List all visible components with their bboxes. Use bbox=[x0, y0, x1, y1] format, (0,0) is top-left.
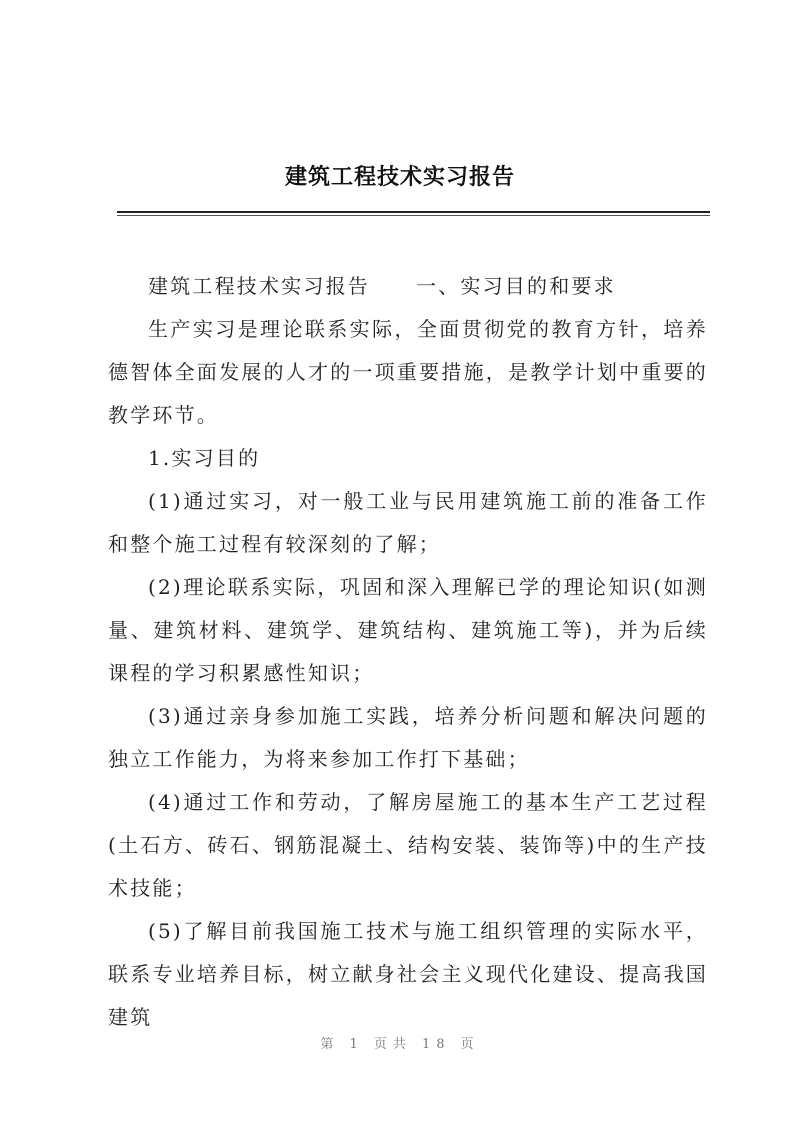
list-item-2: (2)理论联系实际，巩固和深入理解已学的理论知识(如测量、建筑材料、建筑学、建筑结构、建筑施工等)，并为后续课程的学习积累感性知识； bbox=[108, 575, 708, 685]
list-item-3: (3)通过亲身参加施工实践，培养分析问题和解决问题的独立工作能力，为将来参加工作打下基础； bbox=[108, 704, 708, 771]
list-item-4: (4)通过工作和劳动，了解房屋施工的基本生产工艺过程(土石方、砖石、钢筋混凝土、结构安装、装饰等)中的生产技术技能； bbox=[108, 790, 708, 900]
paragraph-purpose: 生产实习是理论联系实际，全面贯彻党的教育方针，培养德智体全面发展的人才的一项重要措施，是教学计划中重要的教学环节。 bbox=[108, 317, 708, 427]
title-divider-thin bbox=[117, 215, 710, 216]
list-item-1: (1)通过实习，对一般工业与民用建筑施工前的准备工作和整个施工过程有较深刻的了解； bbox=[108, 489, 708, 556]
intro-title: 建筑工程技术实习报告 bbox=[148, 274, 370, 298]
subheading-internship-goal: 1.实习目的 bbox=[148, 446, 261, 470]
document-title: 建筑工程技术实习报告 bbox=[284, 165, 515, 190]
page-number-footer: 第 1 页共 18 页 bbox=[320, 1037, 480, 1052]
title-divider bbox=[117, 211, 710, 213]
document-body bbox=[108, 265, 708, 1039]
intro-line bbox=[108, 265, 708, 308]
section-heading: 一、实习目的和要求 bbox=[416, 274, 616, 298]
list-item-5: (5)了解目前我国施工技术与施工组织管理的实际水平，联系专业培养目标，树立献身社会主义现代化建设、提高我国建筑 bbox=[108, 919, 708, 1029]
